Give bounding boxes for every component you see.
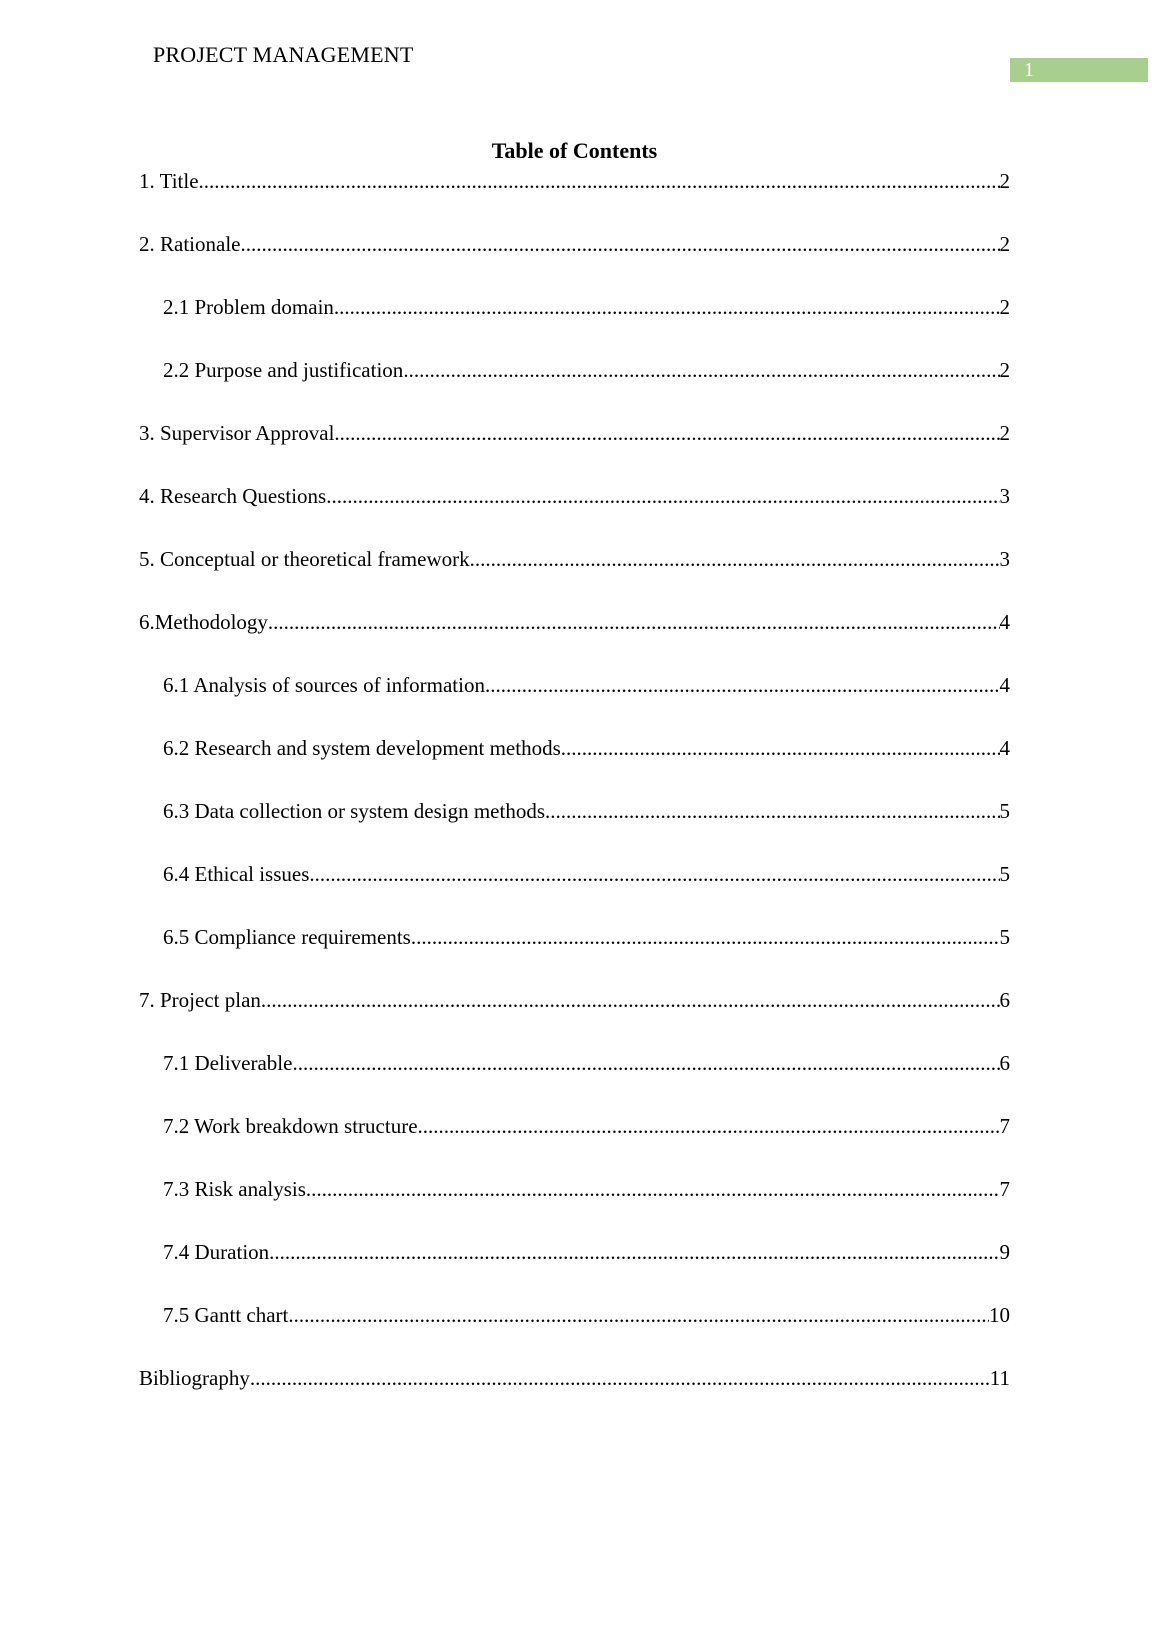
toc-entry-label: 5. Conceptual or theoretical framework [139,547,470,571]
toc-entry-page: 2 [999,232,1010,256]
toc-entry[interactable] [139,824,1010,887]
toc-entry[interactable] [139,257,1010,320]
page-number-badge [1010,58,1148,82]
toc-dot-leader [250,1365,990,1391]
toc-dot-leader [199,168,1000,194]
toc-dot-leader [334,294,1000,320]
toc-entry-page: 2 [999,358,1010,382]
toc-entry[interactable] [139,446,1010,509]
toc-entry-label: 2.1 Problem domain [163,295,334,319]
toc-dot-leader [403,357,999,383]
toc-entry-label: 1. Title [139,169,199,193]
running-header-title: PROJECT MANAGEMENT [153,42,414,67]
toc-heading: Table of Contents [491,138,658,163]
toc-entry[interactable] [139,509,1010,572]
toc-entry-label: 7.4 Duration [163,1240,270,1264]
toc-entry-page: 4 [999,673,1010,697]
toc-entry-page: 2 [999,169,1010,193]
toc-dot-leader [545,798,999,824]
toc-dot-leader [309,861,999,887]
page-number: 1 [1024,59,1034,81]
toc-entry[interactable] [139,168,1010,194]
toc-entry-page: 9 [999,1240,1010,1264]
toc-entry-label: 6.4 Ethical issues [163,862,310,886]
toc-entry[interactable] [139,1202,1010,1265]
toc-entry-label: 6.Methodology [139,610,268,634]
toc-entry-page: 11 [989,1366,1010,1390]
toc-dot-leader [418,1113,1000,1139]
toc-entry[interactable] [139,1076,1010,1139]
toc-entry-page: 2 [999,295,1010,319]
toc-entry[interactable] [139,383,1010,446]
toc-entry[interactable] [139,635,1010,698]
toc-entry-page: 5 [999,862,1010,886]
toc-dot-leader [240,231,999,257]
toc-dot-leader [334,420,999,446]
toc-entry-label: 7. Project plan [139,988,261,1012]
toc-entry-page: 2 [999,421,1010,445]
toc-entry[interactable] [139,950,1010,1013]
toc-entry-page: 5 [999,925,1010,949]
toc-entry[interactable] [139,1265,1010,1328]
toc-entry-page: 3 [999,484,1010,508]
toc-entry-label: 6.5 Compliance requirements [163,925,411,949]
toc-entry[interactable] [139,1139,1010,1202]
toc-entry-page: 3 [999,547,1010,571]
toc-entry[interactable] [139,194,1010,257]
toc-entry-label: 2.2 Purpose and justification [163,358,404,382]
toc-dot-leader [268,609,1000,635]
toc-entry[interactable] [139,320,1010,383]
toc-dot-leader [306,1176,1000,1202]
toc-entry[interactable] [139,1013,1010,1076]
toc-entry[interactable] [139,1328,1010,1391]
toc-entry-label: Bibliography [139,1366,250,1390]
toc-dot-leader [485,672,1000,698]
toc-dot-leader [269,1239,999,1265]
toc-dot-leader [561,735,1000,761]
toc-entry-label: 3. Supervisor Approval [139,421,335,445]
toc-entry-page: 6 [999,1051,1010,1075]
toc-entry[interactable] [139,887,1010,950]
toc-entry-label: 6.2 Research and system development methods [163,736,561,760]
toc-entry-page: 7 [999,1114,1010,1138]
toc-entry-label: 7.2 Work breakdown structure [163,1114,418,1138]
toc-entry-label: 4. Research Questions [139,484,327,508]
toc-entry-label: 6.3 Data collection or system design methods [163,799,546,823]
toc-entry-page: 7 [999,1177,1010,1201]
toc-entry-page: 4 [999,610,1010,634]
toc-dot-leader [261,987,1000,1013]
toc-entry-page: 5 [999,799,1010,823]
toc-entry-label: 6.1 Analysis of sources of information [163,673,485,697]
toc-entry-page: 4 [999,736,1010,760]
toc-dot-leader [292,1050,999,1076]
toc-dot-leader [411,924,1000,950]
toc-dot-leader [470,546,1000,572]
toc-entry-label: 7.5 Gantt chart [163,1303,289,1327]
toc-dot-leader [326,483,999,509]
toc-entry-label: 2. Rationale [139,232,241,256]
toc-entry[interactable] [139,572,1010,635]
toc-dot-leader [288,1302,989,1328]
toc-entry[interactable] [139,698,1010,761]
toc-entry-page: 10 [989,1303,1010,1327]
toc-entry-label: 7.3 Risk analysis [163,1177,306,1201]
toc-entry-label: 7.1 Deliverable [163,1051,293,1075]
toc-entry-page: 6 [999,988,1010,1012]
toc-entry[interactable] [139,761,1010,824]
toc-list [139,168,1010,1391]
